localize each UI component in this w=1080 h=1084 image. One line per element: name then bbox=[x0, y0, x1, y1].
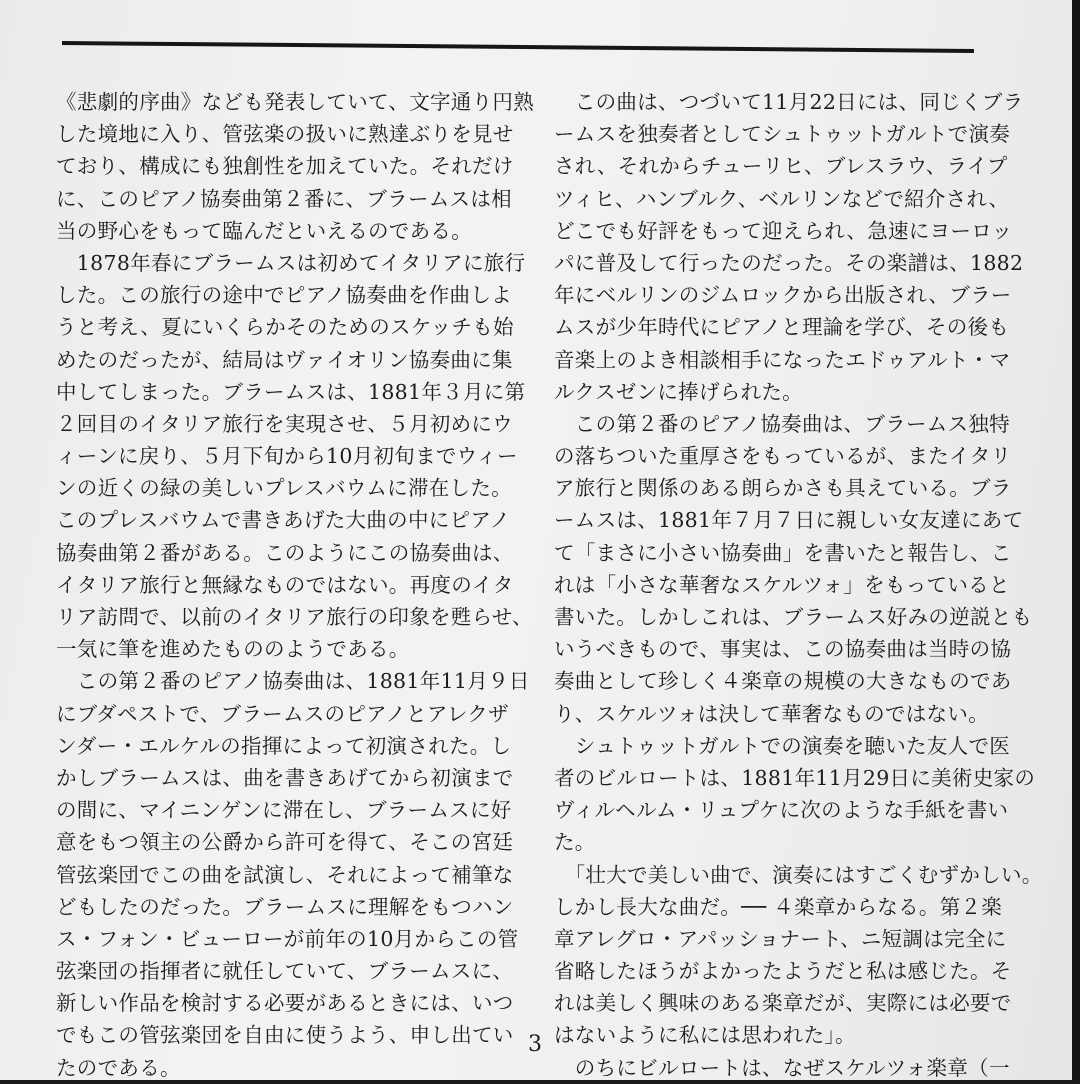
text-line: した境地に入り、管弦楽の扱いに熟達ぶりを見せ bbox=[56, 122, 514, 147]
text-line: 書いた。しかしこれは、ブラームス好みの逆説とも bbox=[554, 605, 1033, 629]
text-line: され、それからチューリヒ、ブレスラウ、ライプ bbox=[554, 154, 1008, 179]
text-line: に、このピアノ協奏曲第２番に、ブラームスは相 bbox=[56, 186, 512, 211]
text-line: した。この旅行の途中でピアノ協奏曲を作曲しよ bbox=[56, 283, 512, 308]
text-line: リア訪問で、以前のイタリア旅行の印象を甦らせ、 bbox=[56, 605, 533, 629]
text-line: ルクスゼンに捧げられた。 bbox=[554, 379, 803, 404]
text-line: 新しい作品を検討する必要があるときには、いつ bbox=[56, 991, 514, 1016]
text-line: ンの近くの緑の美しいプレスバウムに滞在した。 bbox=[56, 476, 512, 501]
text-line: 協奏曲第２番がある。このようにこの協奏曲は、 bbox=[56, 540, 514, 565]
text-line: ームスは、1881年７月７日に親しい女友達にあて bbox=[554, 508, 1024, 533]
text-line: 者のビルロートは、1881年11月29日に美術史家の bbox=[554, 765, 1036, 790]
text-line: ツィヒ、ハンブルク、ベルリンなどで紹介され、 bbox=[554, 186, 1010, 211]
text-line: この第２番のピアノ協奏曲は、ブラームス独特 bbox=[554, 411, 1010, 436]
text-line: ィーンに戻り、５月下旬から10月初旬までウィー bbox=[56, 444, 518, 469]
text-line: ームスを独奏者としてシュトゥットガルトで演奏 bbox=[554, 122, 1011, 147]
text-line: の落ちついた重厚さをもっているが、またイタリ bbox=[554, 444, 1012, 469]
header-rule bbox=[62, 41, 974, 53]
text-line: たのである。 bbox=[56, 1055, 181, 1080]
text-line: 当の野心をもって臨んだといえるのである。 bbox=[56, 218, 472, 243]
text-line: り、スケルツォは決して華奢なものではない。 bbox=[554, 701, 989, 726]
text-line: パに普及して行ったのだった。その楽譜は、1882 bbox=[554, 250, 1024, 275]
text-line: このプレスバウムで書きあげた大曲の中にピアノ bbox=[56, 508, 511, 533]
right-text-column bbox=[554, 86, 1043, 1084]
text-line: ア旅行と関係のある朗らかさも具えている。ブラ bbox=[554, 476, 1012, 501]
text-line: ており、構成にも独創性を加えていた。それだけ bbox=[56, 154, 514, 179]
dark-background-edge bbox=[1072, 0, 1080, 1080]
text-line: の間に、マイニンゲンに滞在し、ブラームスに好 bbox=[56, 798, 512, 823]
text-line: いうべきもので、事実は、この協奏曲は当時の協 bbox=[554, 637, 1012, 662]
text-line: れは美しく興味のある楽章だが、実際には必要で bbox=[554, 991, 1012, 1016]
text-line: 1878年春にブラームスは初めてイタリアに旅行 bbox=[56, 250, 526, 275]
text-line: れは「小さな華奢なスケルツォ」をもっていると bbox=[554, 572, 1010, 597]
text-line: た。 bbox=[554, 830, 596, 855]
text-line: イタリア旅行と無縁なものではない。再度のイタ bbox=[56, 572, 514, 597]
text-line: どこでも好評をもって迎えられ、急速にヨーロッ bbox=[554, 218, 1013, 243]
text-line: うと考え、夏にいくらかそのためのスケッチも始 bbox=[56, 315, 514, 340]
text-line: 章アレグロ・アパッショナート、ニ短調は完全に bbox=[554, 926, 1007, 951]
text-line: のちにビルロートは、なぜスケルツォ楽章（一 bbox=[554, 1055, 1010, 1080]
text-line: ス・フォン・ビューローが前年の10月からこの管 bbox=[56, 926, 519, 951]
text-line: 中してしまった。ブラームスは、1881年３月に第 bbox=[56, 379, 526, 404]
text-line: ムスが少年時代にピアノと理論を学び、その後も bbox=[554, 315, 1010, 340]
text-line: 奏曲として珍しく４楽章の規模の大きなものであ bbox=[554, 669, 1012, 694]
text-line: かしブラームスは、曲を書きあげてから初演まで bbox=[56, 765, 514, 790]
text-line: て「まさに小さい協奏曲」を書いたと報告し、こ bbox=[554, 540, 1012, 565]
text-line: 省略したほうがよかったようだと私は感じた。そ bbox=[554, 959, 1012, 984]
text-line: 一気に筆を進めたもののようである。 bbox=[56, 637, 410, 662]
text-line: 弦楽団の指揮者に就任していて、ブラームスに、 bbox=[56, 959, 514, 984]
text-line: ヴィルヘルム・リュプケに次のような手紙を書い bbox=[554, 798, 1009, 823]
text-line: ンダー・エルケルの指揮によって初演された。し bbox=[56, 733, 512, 758]
page-number: 3 bbox=[528, 1032, 542, 1057]
text-line: 《悲劇的序曲》なども発表していて、文字通り円熟 bbox=[56, 90, 534, 114]
text-line: 「壮大で美しい曲で、演奏にはすごくむずかしい。 bbox=[554, 862, 1043, 887]
text-line: はないように私には思われた」。 bbox=[554, 1023, 856, 1048]
text-line: シュトゥットガルトでの演奏を聴いた友人で医 bbox=[554, 733, 1011, 758]
text-line: この曲は、つづいて11月22日には、同じくブラ bbox=[554, 90, 1024, 114]
text-line: この第２番のピアノ協奏曲は、1881年11月９日 bbox=[56, 669, 530, 694]
text-line: どもしたのだった。ブラームスに理解をもつハン bbox=[56, 894, 514, 919]
text-line: にブダペストで、ブラームスのピアノとアレクザ bbox=[56, 701, 509, 726]
text-line: しかし長大な曲だ。── ４楽章からなる。第２楽 bbox=[554, 894, 1003, 919]
text-line: 音楽上のよき相談相手になったエドゥアルト・マ bbox=[554, 347, 1011, 372]
text-line: 年にベルリンのジムロックから出版され、ブラー bbox=[554, 283, 1012, 308]
left-text-column bbox=[56, 86, 534, 1084]
text-line: 意をもつ領主の公爵から許可を得て、そこの宮廷 bbox=[56, 830, 514, 855]
text-line: ２回目のイタリア旅行を実現させ、５月初めにウ bbox=[56, 411, 513, 436]
text-line: 管弦楽団でこの曲を試演し、それによって補筆な bbox=[56, 862, 514, 887]
text-line: めたのだったが、結局はヴァイオリン協奏曲に集 bbox=[56, 347, 513, 372]
text-line: でもこの管弦楽団を自由に使うよう、申し出てい bbox=[56, 1023, 514, 1048]
